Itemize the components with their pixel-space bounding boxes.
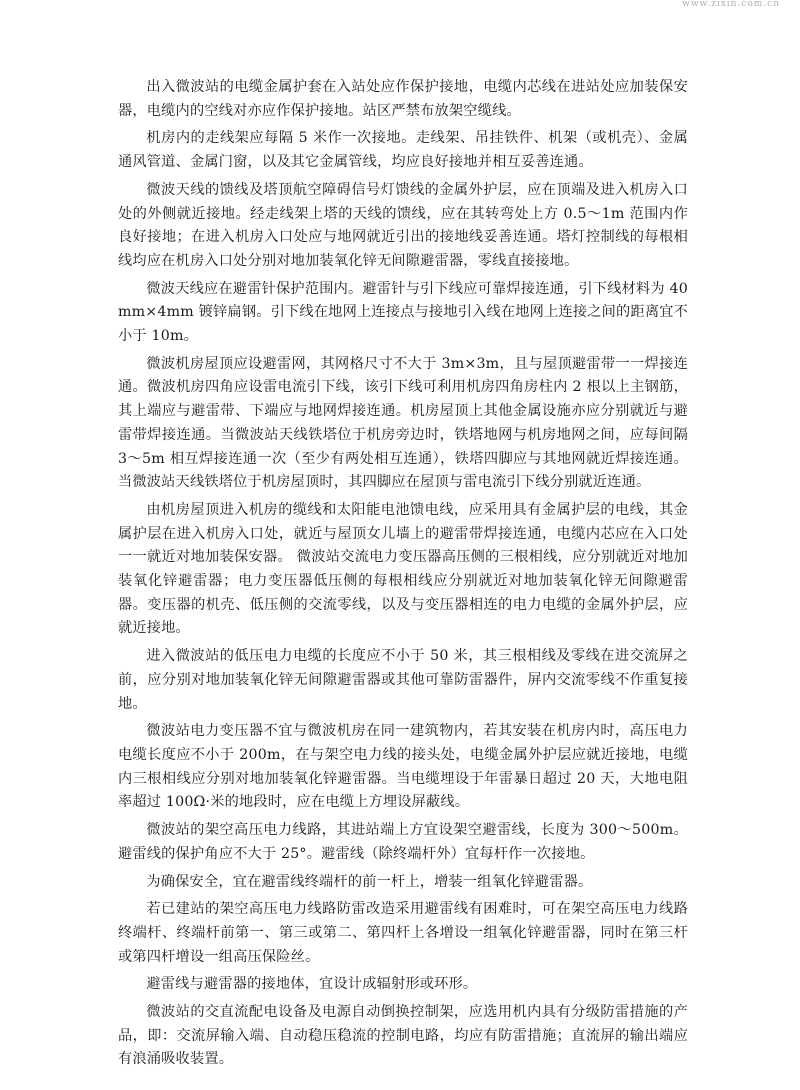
paragraph-low-voltage-cable: 进入微波站的低压电力电缆的长度应不小于 50 米，其三根相线及零线在进交流屏之前，应分别对地加装氧化锌无间隙避雷器或其他可靠防雷器件，屏内交流零线不作重复接地。 [118, 648, 688, 712]
paragraph-power-distribution: 微波站的交直流配电设备及电源自动倒换控制架，应选用机内具有分级防雷措施的产品，即：交流屏输入端、自动稳压稳流的控制电路，均应有防雷措施；直流屏的输出端应有浪涌吸收装置。 [118, 1004, 688, 1068]
document-body [118, 76, 688, 1076]
paragraph-roof-lightning-grid: 微波机房屋顶应设避雷网，其网格尺寸不大于 3m×3m，且与屋顶避雷带一一焊接连通。微波机房四角应设雷电流引下线，该引下线可利用机房四角房柱内 2 根以上主钢筋，其上端应与避雷带、下端应与地网焊接连通。机房屋顶上其他金属设施亦应分别就近与避雷带焊接连通。当微波站天线铁塔位于机房旁边时，铁塔地网与机房地网之间，应每间隔 3～5m 相互焊接连通一次（至少有两处相互连通），铁塔四脚应与其地网就近焊接连通。当微波站天线铁塔位于机房屋顶时，其四脚应在屋顶与雷电流引下线分别就近连通。 [118, 355, 688, 491]
paragraph-overhead-line: 微波站的架空高压电力线路，其进站端上方宜设架空避雷线，长度为 300～500m。避雷线的保护角应不大于 25°。避雷线（除终端杆外）宜每杆作一次接地。 [118, 822, 688, 862]
paragraph-transformer-placement: 微波站电力变压器不宜与微波机房在同一建筑物内，若其安装在机房内时，高压电力电缆长度应不小于 200m，在与架空电力线的接头处，电缆金属外护层应就近接地，电缆内三根相线应分别对地加装氧化锌避雷器。当电缆埋设于年雷暴日超过 20 天，大地电阻率超过 100Ω·米的地段时，应在电缆上方埋设屏蔽线。 [118, 723, 688, 811]
paragraph-terminal-arrester: 为确保安全，宜在避雷线终端杆的前一杆上，增装一组氧化锌避雷器。 [146, 873, 593, 890]
paragraph-cable-rack-grounding: 机房内的走线架应每隔 5 米作一次接地。走线架、吊挂铁件、机架（或机壳）、金属通风管道、金属门窗，以及其它金属管线，均应良好接地并相互妥善连通。 [118, 130, 688, 171]
paragraph-ground-body: 避雷线与避雷器的接地体，宜设计成辐射形或环形。 [146, 976, 478, 993]
paragraph-retrofit: 若已建站的架空高压电力线路防雷改造采用避雷线有困难时，可在架空高压电力线路终端杆、终端杆前第一、第三或第二、第四杆上各增设一组氧化锌避雷器，同时在第三杆或第四杆增设一组高压保险丝。 [118, 901, 688, 965]
paragraph-feeder-grounding: 微波天线的馈线及塔顶航空障碍信号灯馈线的金属外护层，应在顶端及进入机房入口处的外侧就近接地。经走线架上塔的天线的馈线，应在其转弯处上方 0.5～1m 范围内作良好接地；在进入机房入口处应与地网就近引出的接地线妥善连通。塔灯控制线的每根相线均应在机房入口处分别对地加装氧化锌无间隙避雷器，零线直接接地。 [118, 181, 688, 269]
paragraph-cable-sheath-grounding: 出入微波站的电缆金属护套在入站处应作保护接地，电缆内芯线在进站处应加装保安器，电缆内的空线对亦应作保护接地。站区严禁布放架空缆线。 [118, 79, 688, 119]
paragraph-lightning-rod: 微波天线应在避雷针保护范围内。避雷针与引下线应可靠焊接连通，引下线材料为 40mm×4mm 镀锌扁钢。引下线在地网上连接点与接地引入线在地网上连接之间的距离宜不小于 10m。 [118, 280, 688, 345]
header-corner-mark: www.zixin.com.cn [682, 0, 780, 9]
paragraph-roof-cables: 由机房屋顶进入机房的缆线和太阳能电池馈电线，应采用具有金属护层的电线，其金属护层在进入机房入口处，就近与屋顶女儿墙上的避雷带焊接连通，电缆内芯应在入口处一一就近对地加装保安器。 微波站交流电力变压器高压侧的三根相线，应分别就近对地加装氧化锌避雷器；电力变压器低压侧的每根相线应分别就近对地加装氧化锌无间隙避雷器。变压器的机壳、低压侧的交流零线，以及与变压器相连的电力电缆的金属外护层，应就近接地。 [118, 501, 688, 637]
